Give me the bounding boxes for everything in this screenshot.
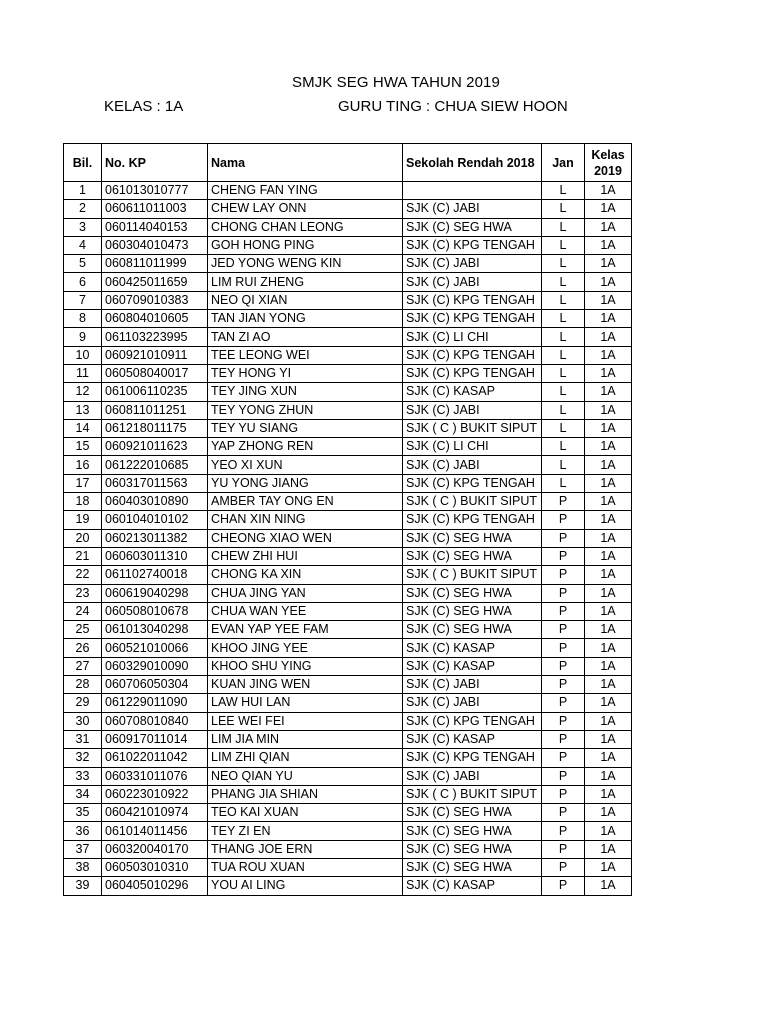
header-sekolah-rendah: Sekolah Rendah 2018 (403, 144, 542, 182)
cell-sekolah-rendah: SJK (C) KPG TENGAH (403, 749, 542, 767)
cell-sekolah-rendah (403, 182, 542, 200)
cell-bil: 1 (64, 182, 102, 200)
cell-sekolah-rendah: SJK (C) JABI (403, 200, 542, 218)
cell-nama: CHAN XIN NING (208, 511, 403, 529)
cell-kelas: 1A (585, 566, 632, 584)
teacher-label: GURU TING : CHUA SIEW HOON (338, 98, 568, 115)
cell-sekolah-rendah: SJK (C) SEG HWA (403, 822, 542, 840)
cell-no-kp: 060603011310 (102, 547, 208, 565)
cell-nama: TEY YONG ZHUN (208, 401, 403, 419)
table-row (64, 200, 632, 218)
cell-bil: 27 (64, 657, 102, 675)
header-row (64, 144, 632, 182)
cell-jan: P (542, 547, 585, 565)
cell-kelas: 1A (585, 511, 632, 529)
student-table (63, 143, 632, 896)
cell-nama: TAN JIAN YONG (208, 310, 403, 328)
cell-jan: P (542, 749, 585, 767)
cell-kelas: 1A (585, 456, 632, 474)
cell-bil: 17 (64, 474, 102, 492)
cell-nama: CHEONG XIAO WEN (208, 529, 403, 547)
cell-jan: L (542, 364, 585, 382)
table-row (64, 529, 632, 547)
cell-kelas: 1A (585, 474, 632, 492)
cell-sekolah-rendah: SJK (C) JABI (403, 456, 542, 474)
table-row (64, 310, 632, 328)
table-row (64, 419, 632, 437)
table-row (64, 730, 632, 748)
cell-jan: L (542, 310, 585, 328)
cell-nama: THANG JOE ERN (208, 840, 403, 858)
cell-kelas: 1A (585, 236, 632, 254)
cell-nama: YAP ZHONG REN (208, 438, 403, 456)
table-row (64, 804, 632, 822)
cell-nama: EVAN YAP YEE FAM (208, 621, 403, 639)
cell-no-kp: 060611011003 (102, 200, 208, 218)
table-row (64, 438, 632, 456)
cell-no-kp: 060619040298 (102, 584, 208, 602)
cell-nama: LAW HUI LAN (208, 694, 403, 712)
cell-nama: LIM JIA MIN (208, 730, 403, 748)
header-no-kp: No. KP (102, 144, 208, 182)
cell-bil: 33 (64, 767, 102, 785)
cell-sekolah-rendah: SJK (C) KPG TENGAH (403, 511, 542, 529)
cell-sekolah-rendah: SJK (C) LI CHI (403, 438, 542, 456)
cell-jan: P (542, 639, 585, 657)
cell-jan: P (542, 584, 585, 602)
cell-nama: CHUA JING YAN (208, 584, 403, 602)
cell-nama: TEY HONG YI (208, 364, 403, 382)
cell-jan: P (542, 676, 585, 694)
cell-bil: 36 (64, 822, 102, 840)
cell-no-kp: 061013010777 (102, 182, 208, 200)
table-row (64, 566, 632, 584)
cell-jan: P (542, 493, 585, 511)
cell-bil: 22 (64, 566, 102, 584)
cell-sekolah-rendah: SJK (C) KPG TENGAH (403, 236, 542, 254)
cell-bil: 14 (64, 419, 102, 437)
cell-no-kp: 060706050304 (102, 676, 208, 694)
table-row (64, 493, 632, 511)
cell-jan: L (542, 474, 585, 492)
document-title: SMJK SEG HWA TAHUN 2019 (292, 74, 500, 91)
cell-no-kp: 061218011175 (102, 419, 208, 437)
cell-kelas: 1A (585, 291, 632, 309)
cell-kelas: 1A (585, 657, 632, 675)
cell-nama: GOH HONG PING (208, 236, 403, 254)
cell-bil: 16 (64, 456, 102, 474)
cell-no-kp: 060709010383 (102, 291, 208, 309)
cell-no-kp: 060425011659 (102, 273, 208, 291)
cell-nama: TEO KAI XUAN (208, 804, 403, 822)
cell-no-kp: 061222010685 (102, 456, 208, 474)
cell-no-kp: 060320040170 (102, 840, 208, 858)
cell-sekolah-rendah: SJK (C) SEG HWA (403, 840, 542, 858)
header-kelas-line2: 2019 (594, 163, 622, 178)
cell-no-kp: 061014011456 (102, 822, 208, 840)
header-bil: Bil. (64, 144, 102, 182)
cell-sekolah-rendah: SJK (C) KPG TENGAH (403, 291, 542, 309)
cell-no-kp: 060104010102 (102, 511, 208, 529)
cell-nama: LEE WEI FEI (208, 712, 403, 730)
cell-no-kp: 060421010974 (102, 804, 208, 822)
cell-bil: 25 (64, 621, 102, 639)
cell-nama: KHOO JING YEE (208, 639, 403, 657)
cell-sekolah-rendah: SJK (C) SEG HWA (403, 218, 542, 236)
cell-bil: 7 (64, 291, 102, 309)
cell-sekolah-rendah: SJK ( C ) BUKIT SIPUT (403, 785, 542, 803)
cell-jan: L (542, 182, 585, 200)
cell-bil: 8 (64, 310, 102, 328)
cell-no-kp: 060811011251 (102, 401, 208, 419)
cell-kelas: 1A (585, 346, 632, 364)
cell-sekolah-rendah: SJK ( C ) BUKIT SIPUT (403, 566, 542, 584)
cell-sekolah-rendah: SJK (C) SEG HWA (403, 858, 542, 876)
cell-no-kp: 060114040153 (102, 218, 208, 236)
header-nama: Nama (208, 144, 403, 182)
cell-jan: P (542, 877, 585, 895)
cell-kelas: 1A (585, 255, 632, 273)
cell-nama: YEO XI XUN (208, 456, 403, 474)
cell-jan: L (542, 346, 585, 364)
cell-jan: P (542, 602, 585, 620)
cell-jan: L (542, 218, 585, 236)
cell-bil: 12 (64, 383, 102, 401)
cell-nama: TEE LEONG WEI (208, 346, 403, 364)
cell-jan: P (542, 730, 585, 748)
cell-bil: 37 (64, 840, 102, 858)
cell-bil: 38 (64, 858, 102, 876)
cell-sekolah-rendah: SJK (C) KPG TENGAH (403, 474, 542, 492)
cell-kelas: 1A (585, 182, 632, 200)
cell-no-kp: 060508040017 (102, 364, 208, 382)
cell-jan: P (542, 694, 585, 712)
cell-bil: 3 (64, 218, 102, 236)
cell-no-kp: 060917011014 (102, 730, 208, 748)
cell-kelas: 1A (585, 749, 632, 767)
cell-no-kp: 061006110235 (102, 383, 208, 401)
cell-kelas: 1A (585, 401, 632, 419)
cell-kelas: 1A (585, 840, 632, 858)
cell-bil: 10 (64, 346, 102, 364)
cell-kelas: 1A (585, 621, 632, 639)
cell-sekolah-rendah: SJK (C) JABI (403, 767, 542, 785)
cell-kelas: 1A (585, 438, 632, 456)
cell-bil: 29 (64, 694, 102, 712)
cell-kelas: 1A (585, 419, 632, 437)
cell-kelas: 1A (585, 877, 632, 895)
cell-kelas: 1A (585, 218, 632, 236)
cell-kelas: 1A (585, 584, 632, 602)
table-row (64, 218, 632, 236)
cell-kelas: 1A (585, 767, 632, 785)
cell-jan: L (542, 401, 585, 419)
cell-kelas: 1A (585, 804, 632, 822)
cell-bil: 30 (64, 712, 102, 730)
cell-kelas: 1A (585, 712, 632, 730)
cell-sekolah-rendah: SJK (C) KASAP (403, 657, 542, 675)
cell-bil: 28 (64, 676, 102, 694)
cell-nama: TEY ZI EN (208, 822, 403, 840)
cell-kelas: 1A (585, 529, 632, 547)
table-row (64, 621, 632, 639)
cell-bil: 24 (64, 602, 102, 620)
cell-jan: P (542, 712, 585, 730)
table-row (64, 291, 632, 309)
cell-sekolah-rendah: SJK (C) JABI (403, 401, 542, 419)
cell-nama: CHONG KA XIN (208, 566, 403, 584)
table-row (64, 328, 632, 346)
cell-bil: 31 (64, 730, 102, 748)
table-row (64, 712, 632, 730)
cell-jan: P (542, 529, 585, 547)
cell-jan: P (542, 840, 585, 858)
cell-sekolah-rendah: SJK (C) SEG HWA (403, 547, 542, 565)
cell-bil: 5 (64, 255, 102, 273)
cell-sekolah-rendah: SJK (C) SEG HWA (403, 621, 542, 639)
table-row (64, 584, 632, 602)
cell-jan: P (542, 767, 585, 785)
cell-no-kp: 060405010296 (102, 877, 208, 895)
cell-sekolah-rendah: SJK (C) LI CHI (403, 328, 542, 346)
table-row (64, 657, 632, 675)
cell-jan: L (542, 291, 585, 309)
table-row (64, 364, 632, 382)
cell-sekolah-rendah: SJK ( C ) BUKIT SIPUT (403, 419, 542, 437)
cell-bil: 2 (64, 200, 102, 218)
cell-kelas: 1A (585, 694, 632, 712)
cell-no-kp: 060503010310 (102, 858, 208, 876)
cell-no-kp: 060317011563 (102, 474, 208, 492)
cell-bil: 26 (64, 639, 102, 657)
table-row (64, 767, 632, 785)
cell-jan: P (542, 785, 585, 803)
cell-kelas: 1A (585, 676, 632, 694)
cell-kelas: 1A (585, 383, 632, 401)
cell-nama: CHUA WAN YEE (208, 602, 403, 620)
cell-nama: CHONG CHAN LEONG (208, 218, 403, 236)
cell-nama: KHOO SHU YING (208, 657, 403, 675)
cell-nama: YU YONG JIANG (208, 474, 403, 492)
cell-no-kp: 060223010922 (102, 785, 208, 803)
cell-nama: NEO QI XIAN (208, 291, 403, 309)
cell-nama: LIM ZHI QIAN (208, 749, 403, 767)
cell-nama: KUAN JING WEN (208, 676, 403, 694)
table-row (64, 474, 632, 492)
cell-jan: P (542, 804, 585, 822)
cell-jan: L (542, 255, 585, 273)
cell-kelas: 1A (585, 730, 632, 748)
cell-no-kp: 061022011042 (102, 749, 208, 767)
cell-nama: NEO QIAN YU (208, 767, 403, 785)
cell-sekolah-rendah: SJK (C) JABI (403, 694, 542, 712)
cell-no-kp: 060521010066 (102, 639, 208, 657)
cell-kelas: 1A (585, 328, 632, 346)
cell-jan: L (542, 200, 585, 218)
cell-no-kp: 060329010090 (102, 657, 208, 675)
cell-bil: 32 (64, 749, 102, 767)
table-header (64, 144, 632, 182)
cell-sekolah-rendah: SJK (C) KPG TENGAH (403, 346, 542, 364)
table-row (64, 602, 632, 620)
cell-sekolah-rendah: SJK (C) JABI (403, 273, 542, 291)
cell-kelas: 1A (585, 273, 632, 291)
table-row (64, 273, 632, 291)
cell-nama: TEY JING XUN (208, 383, 403, 401)
table-row (64, 858, 632, 876)
cell-bil: 35 (64, 804, 102, 822)
cell-bil: 23 (64, 584, 102, 602)
class-label: KELAS : 1A (104, 98, 184, 115)
table-row (64, 877, 632, 895)
cell-no-kp: 060403010890 (102, 493, 208, 511)
cell-sekolah-rendah: SJK (C) KASAP (403, 730, 542, 748)
table-row (64, 694, 632, 712)
cell-no-kp: 060811011999 (102, 255, 208, 273)
cell-nama: YOU AI LING (208, 877, 403, 895)
table-row (64, 255, 632, 273)
cell-no-kp: 060921011623 (102, 438, 208, 456)
cell-nama: TAN ZI AO (208, 328, 403, 346)
header-kelas-line1: Kelas (591, 147, 625, 162)
cell-sekolah-rendah: SJK (C) SEG HWA (403, 529, 542, 547)
cell-nama: LIM RUI ZHENG (208, 273, 403, 291)
table-row (64, 547, 632, 565)
table-row (64, 182, 632, 200)
cell-no-kp: 061229011090 (102, 694, 208, 712)
cell-bil: 15 (64, 438, 102, 456)
cell-sekolah-rendah: SJK ( C ) BUKIT SIPUT (403, 493, 542, 511)
cell-bil: 34 (64, 785, 102, 803)
cell-bil: 21 (64, 547, 102, 565)
cell-bil: 11 (64, 364, 102, 382)
table-row (64, 236, 632, 254)
cell-jan: L (542, 236, 585, 254)
cell-jan: P (542, 621, 585, 639)
cell-nama: CHEW LAY ONN (208, 200, 403, 218)
cell-sekolah-rendah: SJK (C) SEG HWA (403, 804, 542, 822)
cell-no-kp: 060304010473 (102, 236, 208, 254)
table-row (64, 401, 632, 419)
cell-sekolah-rendah: SJK (C) JABI (403, 255, 542, 273)
cell-kelas: 1A (585, 493, 632, 511)
cell-kelas: 1A (585, 602, 632, 620)
cell-kelas: 1A (585, 547, 632, 565)
table-body (64, 182, 632, 896)
header-jan: Jan (542, 144, 585, 182)
cell-jan: L (542, 438, 585, 456)
table-row (64, 383, 632, 401)
cell-kelas: 1A (585, 785, 632, 803)
cell-nama: PHANG JIA SHIAN (208, 785, 403, 803)
cell-jan: P (542, 657, 585, 675)
cell-no-kp: 060921010911 (102, 346, 208, 364)
cell-no-kp: 060213011382 (102, 529, 208, 547)
cell-bil: 39 (64, 877, 102, 895)
header-kelas (585, 144, 632, 182)
cell-bil: 19 (64, 511, 102, 529)
cell-kelas: 1A (585, 858, 632, 876)
cell-no-kp: 061103223995 (102, 328, 208, 346)
cell-jan: L (542, 456, 585, 474)
cell-sekolah-rendah: SJK (C) KPG TENGAH (403, 712, 542, 730)
cell-jan: P (542, 511, 585, 529)
cell-sekolah-rendah: SJK (C) KASAP (403, 877, 542, 895)
cell-sekolah-rendah: SJK (C) SEG HWA (403, 584, 542, 602)
cell-jan: L (542, 383, 585, 401)
cell-sekolah-rendah: SJK (C) KASAP (403, 383, 542, 401)
cell-jan: P (542, 858, 585, 876)
cell-no-kp: 060331011076 (102, 767, 208, 785)
table-row (64, 840, 632, 858)
cell-nama: TUA ROU XUAN (208, 858, 403, 876)
table-row (64, 639, 632, 657)
cell-sekolah-rendah: SJK (C) KPG TENGAH (403, 310, 542, 328)
cell-nama: TEY YU SIANG (208, 419, 403, 437)
cell-sekolah-rendah: SJK (C) SEG HWA (403, 602, 542, 620)
cell-sekolah-rendah: SJK (C) KASAP (403, 639, 542, 657)
cell-nama: JED YONG WENG KIN (208, 255, 403, 273)
cell-jan: P (542, 566, 585, 584)
cell-kelas: 1A (585, 822, 632, 840)
table-row (64, 346, 632, 364)
cell-no-kp: 060508010678 (102, 602, 208, 620)
cell-no-kp: 060708010840 (102, 712, 208, 730)
table-row (64, 785, 632, 803)
cell-jan: P (542, 822, 585, 840)
cell-kelas: 1A (585, 639, 632, 657)
cell-nama: CHENG FAN YING (208, 182, 403, 200)
cell-jan: L (542, 419, 585, 437)
table-row (64, 822, 632, 840)
table-row (64, 511, 632, 529)
cell-no-kp: 060804010605 (102, 310, 208, 328)
cell-no-kp: 061102740018 (102, 566, 208, 584)
cell-no-kp: 061013040298 (102, 621, 208, 639)
cell-nama: CHEW ZHI HUI (208, 547, 403, 565)
table-row (64, 676, 632, 694)
cell-bil: 6 (64, 273, 102, 291)
cell-bil: 13 (64, 401, 102, 419)
cell-kelas: 1A (585, 200, 632, 218)
table-row (64, 456, 632, 474)
cell-jan: L (542, 328, 585, 346)
cell-sekolah-rendah: SJK (C) JABI (403, 676, 542, 694)
cell-sekolah-rendah: SJK (C) KPG TENGAH (403, 364, 542, 382)
table-row (64, 749, 632, 767)
cell-bil: 4 (64, 236, 102, 254)
cell-kelas: 1A (585, 364, 632, 382)
cell-nama: AMBER TAY ONG EN (208, 493, 403, 511)
cell-jan: L (542, 273, 585, 291)
cell-bil: 18 (64, 493, 102, 511)
cell-bil: 9 (64, 328, 102, 346)
cell-bil: 20 (64, 529, 102, 547)
cell-kelas: 1A (585, 310, 632, 328)
